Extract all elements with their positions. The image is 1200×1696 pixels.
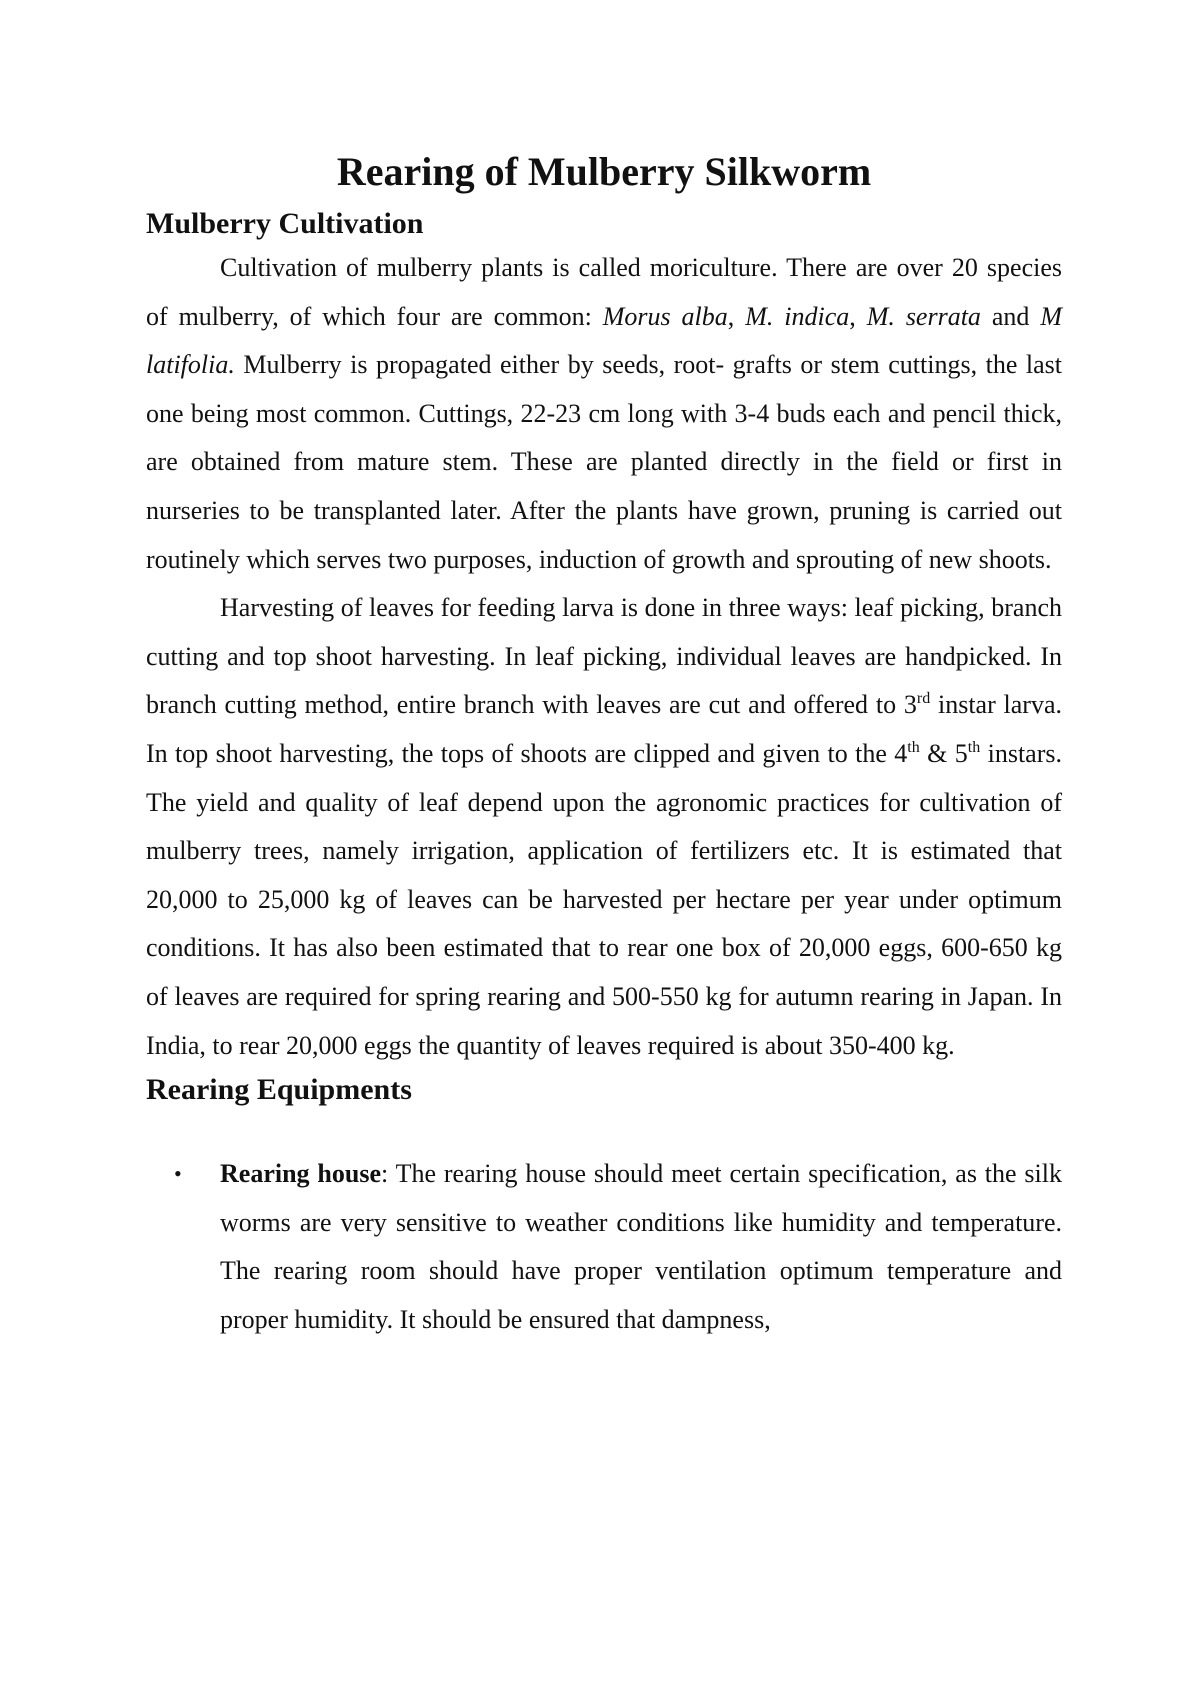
list-item-text: : The rearing house should meet certain specification, as the silk worms are very sensitive to weather conditions like humidity and temperature. The rearing room should have proper ventilation optimum temperature and proper humidity. It should be ensured that dampness, <box>220 1159 1062 1334</box>
paragraph-text: , <box>849 301 867 331</box>
paragraph-moriculture <box>146 244 1062 584</box>
paragraph-text: Harvesting of leaves for feeding larva is done in three ways: leaf picking, branch cutting and top shoot harvesting. In leaf picking, individual leaves are handpicked. In branch cutting method, entire branch with leaves are cut and offered to 3 <box>146 593 1062 720</box>
ordinal-superscript: rd <box>916 690 931 708</box>
species-name: Morus alba <box>602 301 728 331</box>
paragraph-text: instar larva. In top shoot harvesting, the tops of shoots are clipped and given to the 4 <box>146 690 1062 768</box>
section-heading-rearing-equipments: Rearing Equipments <box>146 1073 412 1107</box>
paragraph-harvesting <box>146 584 1062 1070</box>
paragraph-text: , <box>727 301 746 331</box>
species-name: M. indica <box>745 301 850 331</box>
equipment-list <box>146 1150 1062 1344</box>
section-heading-mulberry-cultivation: Mulberry Cultivation <box>146 207 424 240</box>
species-name: M. serrata <box>866 301 981 331</box>
paragraph-text: Cultivation of mulberry plants is called moriculture. There are over 20 species of mulberry, of which four are common: <box>146 253 1062 331</box>
bullet-icon: • <box>174 1161 182 1187</box>
page-title: Rearing of Mulberry Silkworm <box>336 149 872 194</box>
list-item-rearing-house <box>146 1150 1062 1344</box>
species-name: M latifolia. <box>146 301 1063 380</box>
document-content <box>146 140 1062 1344</box>
paragraph-text: and <box>980 301 1041 331</box>
paragraph-text: Mulberry is propagated either by seeds, root- grafts or stem cuttings, the last one being most common. Cuttings, 22-23 cm long with 3-4 buds each and pencil thick, are obtained from mature stem. These are planted directly in the field or first in nurseries to be transplanted later. After the plants have grown, pruning is carried out routinely which serves two purposes, induction of growth and sprouting of new shoots. <box>146 350 1062 574</box>
paragraph-text: instars. The yield and quality of leaf depend upon the agronomic practices for cultivation of mulberry trees, namely irrigation, application of fertilizers etc. It is estimated that 20,000 to 25,000 kg of leaves can be harvested per hectare per year under optimum conditions. It has also been estimated that to rear one box of 20,000 eggs, 600-650 kg of leaves are required for spring rearing and 500-550 kg for autumn rearing in Japan. In India, to rear 20,000 eggs the quantity of leaves required is about 350-400 kg. <box>146 738 1062 1060</box>
list-item-term: Rearing house <box>220 1159 381 1189</box>
ordinal-superscript: th <box>907 738 920 756</box>
ordinal-superscript: th <box>967 738 981 756</box>
paragraph-text: & 5 <box>919 738 968 768</box>
